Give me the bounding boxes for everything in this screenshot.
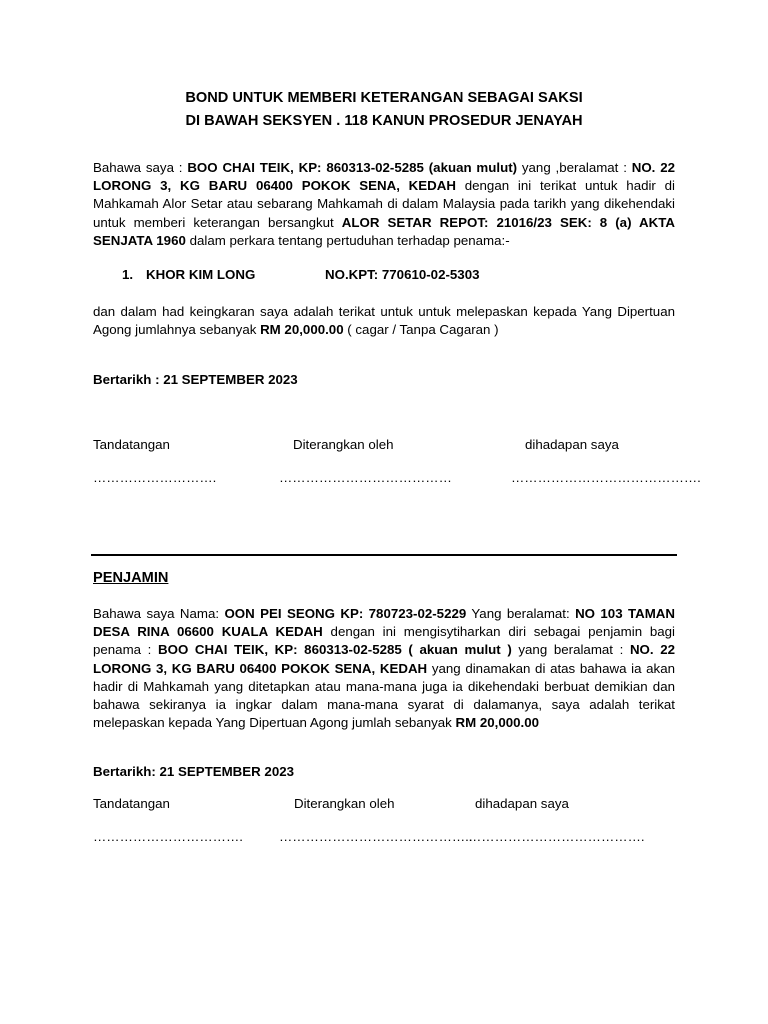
principal-name-id: BOO CHAI TEIK, KP: 860313-02-5285 ( akuan mulut ) <box>158 642 512 658</box>
text: dalam perkara tentang pertuduhan terhadap penama:- <box>185 232 510 248</box>
explained-by-line: ………………………………… <box>279 470 452 485</box>
bond-paragraph-1 <box>93 159 675 250</box>
guarantee-amount: RM 20,000.00 <box>455 715 540 731</box>
explained-by-label: Diterangkan oleh <box>293 437 394 452</box>
text: ( cagar / Tanpa Cagaran ) <box>343 322 499 338</box>
accused-name: KHOR KIM LONG <box>146 267 256 282</box>
principal-name-id: BOO CHAI TEIK, KP: 860313-02-5285 (akuan mulut) <box>187 160 518 175</box>
text: dan dalam had keingkaran saya adalah terikat untuk untuk melepaskan kepada Yang Dipertuan Agong jumlahnya sebanyak <box>93 304 675 338</box>
guarantor-date: Bertarikh: 21 SEPTEMBER 2023 <box>93 764 295 779</box>
guarantor-witnessed-by-label: dihadapan saya <box>475 796 569 811</box>
guarantor-paragraph <box>93 605 675 732</box>
signature-label: Tandatangan <box>93 437 170 452</box>
guarantor-explained-by-label: Diterangkan oleh <box>294 796 395 811</box>
text: yang beralamat : <box>511 642 630 658</box>
text: Bahawa saya : <box>93 160 188 175</box>
text: dengan ini terikat untuk hadir di Mahkamah Alor Setar atau sebarang Mahkamah di dalam Malaysia pada tarikh yang dikehendaki untuk memberi keterangan bersangkut <box>93 178 675 230</box>
guarantor-heading: PENJAMIN <box>93 570 169 586</box>
case-reference: ALOR SETAR REPOT: 21016/23 SEK: 8 (a) AKTA SENJATA 1960 <box>93 214 675 248</box>
bond-amount: RM 20,000.00 <box>260 322 344 338</box>
guarantor-name-id: OON PEI SEONG KP: 780723-02-5229 <box>224 606 467 621</box>
document-title-line1: BOND UNTUK MEMBERI KETERANGAN SEBAGAI SAKSI <box>185 90 583 106</box>
principal-address: NO. 22 LORONG 3, KG BARU 06400 POKOK SENA, KEDAH <box>93 160 675 194</box>
text: dengan ini mengisytiharkan diri sebagai penjamin bagi penama : <box>93 624 676 658</box>
witnessed-by-line: ……………………………………. <box>511 470 701 485</box>
guarantor-signature-label: Tandatangan <box>93 796 170 811</box>
guarantor-explained-by-line: …………………………………….. <box>279 829 473 844</box>
witnessed-by-label: dihadapan saya <box>525 437 619 452</box>
accused-kpt: NO.KPT: 770610-02-5303 <box>325 267 480 282</box>
document-title-line2: DI BAWAH SEKSYEN . 118 KANUN PROSEDUR JENAYAH <box>185 113 583 129</box>
text: Bahawa saya Nama: <box>93 606 225 621</box>
section-divider <box>91 554 677 556</box>
bond-paragraph-2 <box>93 303 675 339</box>
accused-number: 1. <box>122 267 134 282</box>
text: yang ,beralamat : <box>517 160 632 175</box>
signature-line: ………………………. <box>93 470 217 485</box>
guarantor-signature-line: ……………………………. <box>93 829 243 844</box>
guarantor-address: NO 103 TAMAN DESA RINA 06600 KUALA KEDAH <box>93 606 675 640</box>
principal-address: NO. 22 LORONG 3, KG BARU 06400 POKOK SENA, KEDAH <box>93 642 675 676</box>
text: Yang beralamat: <box>466 606 576 621</box>
guarantor-witnessed-by-line: …………………………………. <box>468 829 645 844</box>
text: yang dinamakan di atas bahawa ia akan hadir di Mahkamah yang ditetapkan atau mana-mana juga ia dikehendaki berbuat demikian dan bahawa sekiranya ia ingkar dalam mana-mana syarat di dalamanya, saya adalah terikat melepaskan kepada Yang Dipertuan Agong jumlah sebanyak <box>93 660 675 731</box>
bond-date: Bertarikh : 21 SEPTEMBER 2023 <box>93 372 298 387</box>
